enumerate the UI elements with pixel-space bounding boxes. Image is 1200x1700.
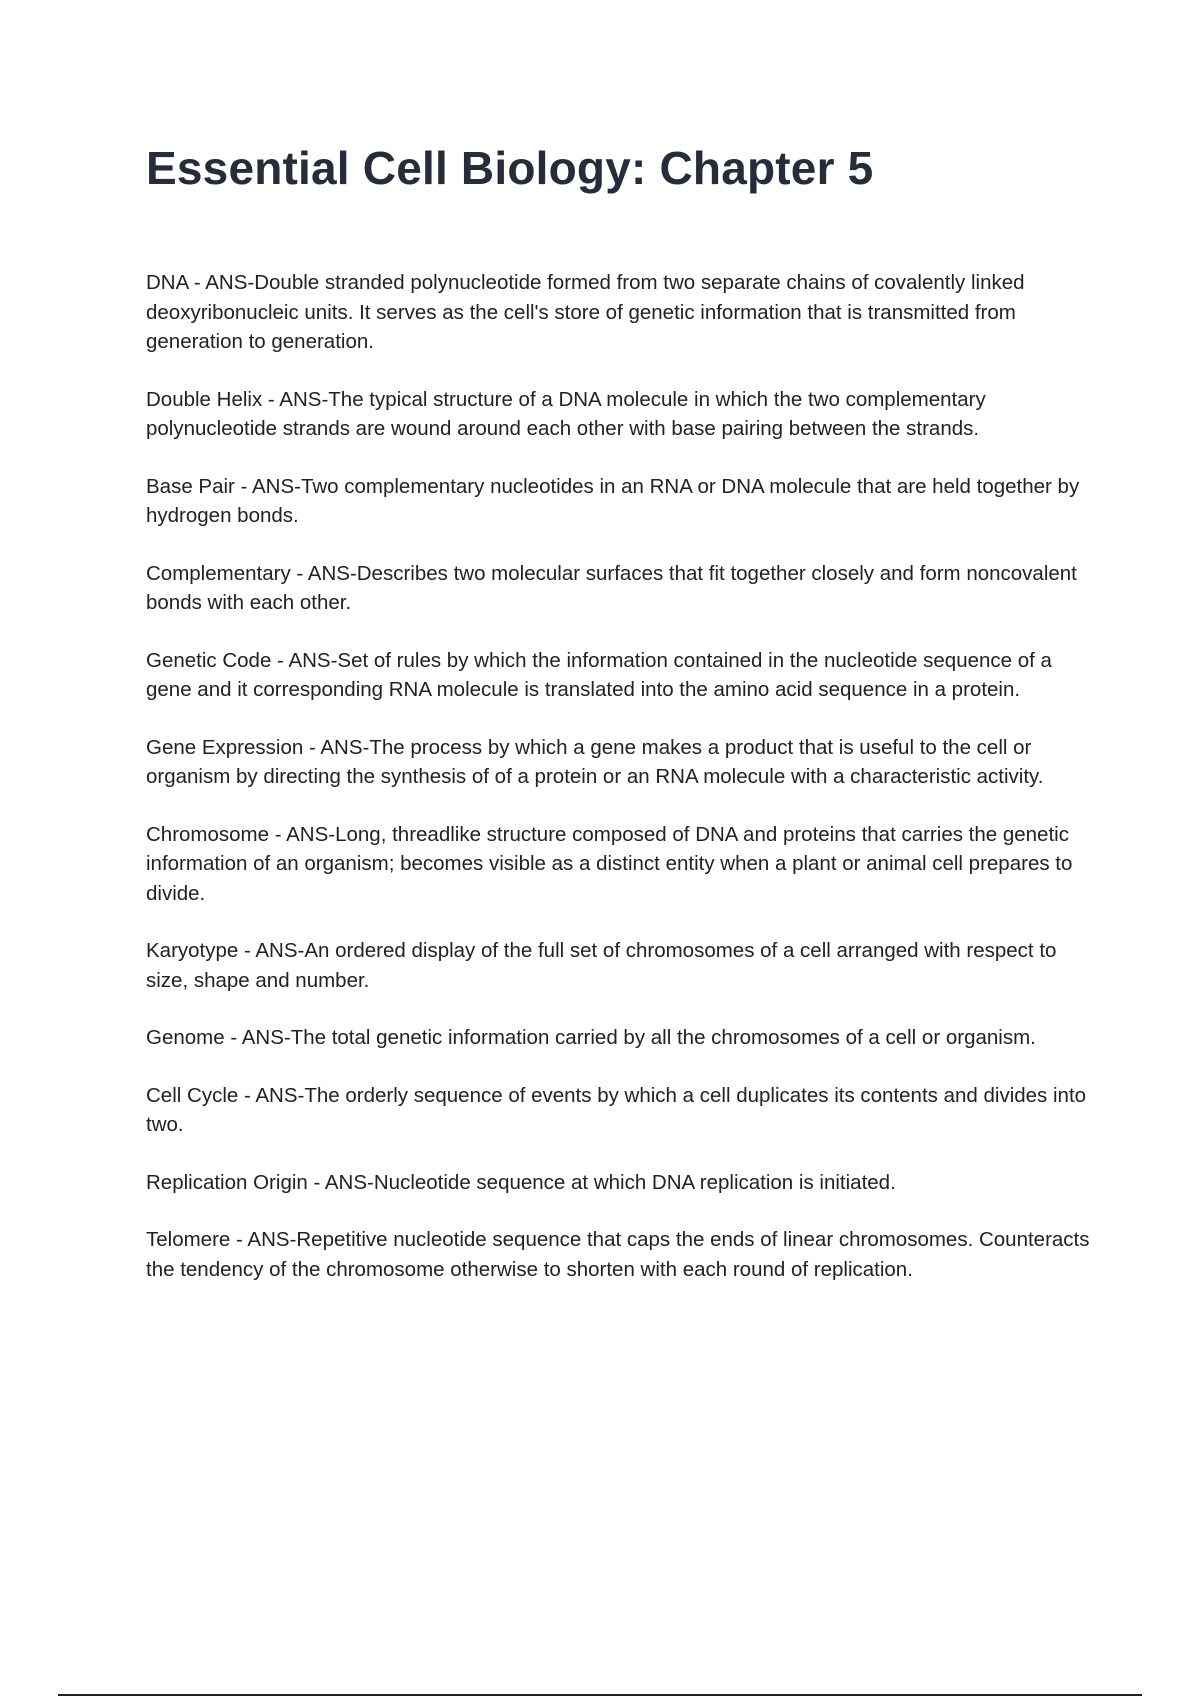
definition-entry-telomere: Telomere - ANS-Repetitive nucleotide sequence that caps the ends of linear chromosomes. Counteracts the tendency of the chromosome otherwise to shorten with each round of replication. bbox=[146, 1228, 1090, 1281]
definition-entry-genome: Genome - ANS-The total genetic information carried by all the chromosomes of a cell or organism. bbox=[146, 1026, 1036, 1049]
definition-entry-cell-cycle: Cell Cycle - ANS-The orderly sequence of events by which a cell duplicates its contents and divides into two. bbox=[146, 1083, 1087, 1136]
definition-entry-replication-origin: Replication Origin - ANS-Nucleotide sequence at which DNA replication is initiated. bbox=[146, 1170, 896, 1194]
footer-divider bbox=[58, 1694, 1142, 1696]
definition-entry-base-pair: Base Pair - ANS-Two complementary nucleotides in an RNA or DNA molecule that are held together by hydrogen bonds. bbox=[146, 474, 1080, 527]
definition-entry-genetic-code: Genetic Code - ANS-Set of rules by which the information contained in the nucleotide sequence of a gene and it corresponding RNA molecule is translated into the amino acid sequence in a protein. bbox=[146, 648, 1052, 701]
definition-entry-gene-expression: Gene Expression - ANS-The process by which a gene makes a product that is useful to the cell or organism by directing the synthesis of of a protein or an RNA molecule with a characteristic activity. bbox=[146, 735, 1044, 788]
definition-list bbox=[146, 268, 1096, 1312]
definition-entry-dna: DNA - ANS-Double stranded polynucleotide formed from two separate chains of covalently linked deoxyribonucleic units. It serves as the cell's store of genetic information that is transmitted from generation to generation. bbox=[146, 271, 1025, 353]
definition-entry-double-helix: Double Helix - ANS-The typical structure of a DNA molecule in which the two complementary polynucleotide strands are wound around each other with base pairing between the strands. bbox=[146, 387, 986, 440]
definition-entry-chromosome: Chromosome - ANS-Long, threadlike structure composed of DNA and proteins that carries the genetic information of an organism; becomes visible as a distinct entity when a plant or animal cell prepares to divide. bbox=[146, 822, 1073, 905]
definition-entry-complementary: Complementary - ANS-Describes two molecular surfaces that fit together closely and form noncovalent bonds with each other. bbox=[146, 561, 1077, 614]
page-title: Essential Cell Biology: Chapter 5 bbox=[146, 142, 874, 194]
definition-entry-karyotype: Karyotype - ANS-An ordered display of the full set of chromosomes of a cell arranged with respect to size, shape and number. bbox=[146, 939, 1057, 992]
